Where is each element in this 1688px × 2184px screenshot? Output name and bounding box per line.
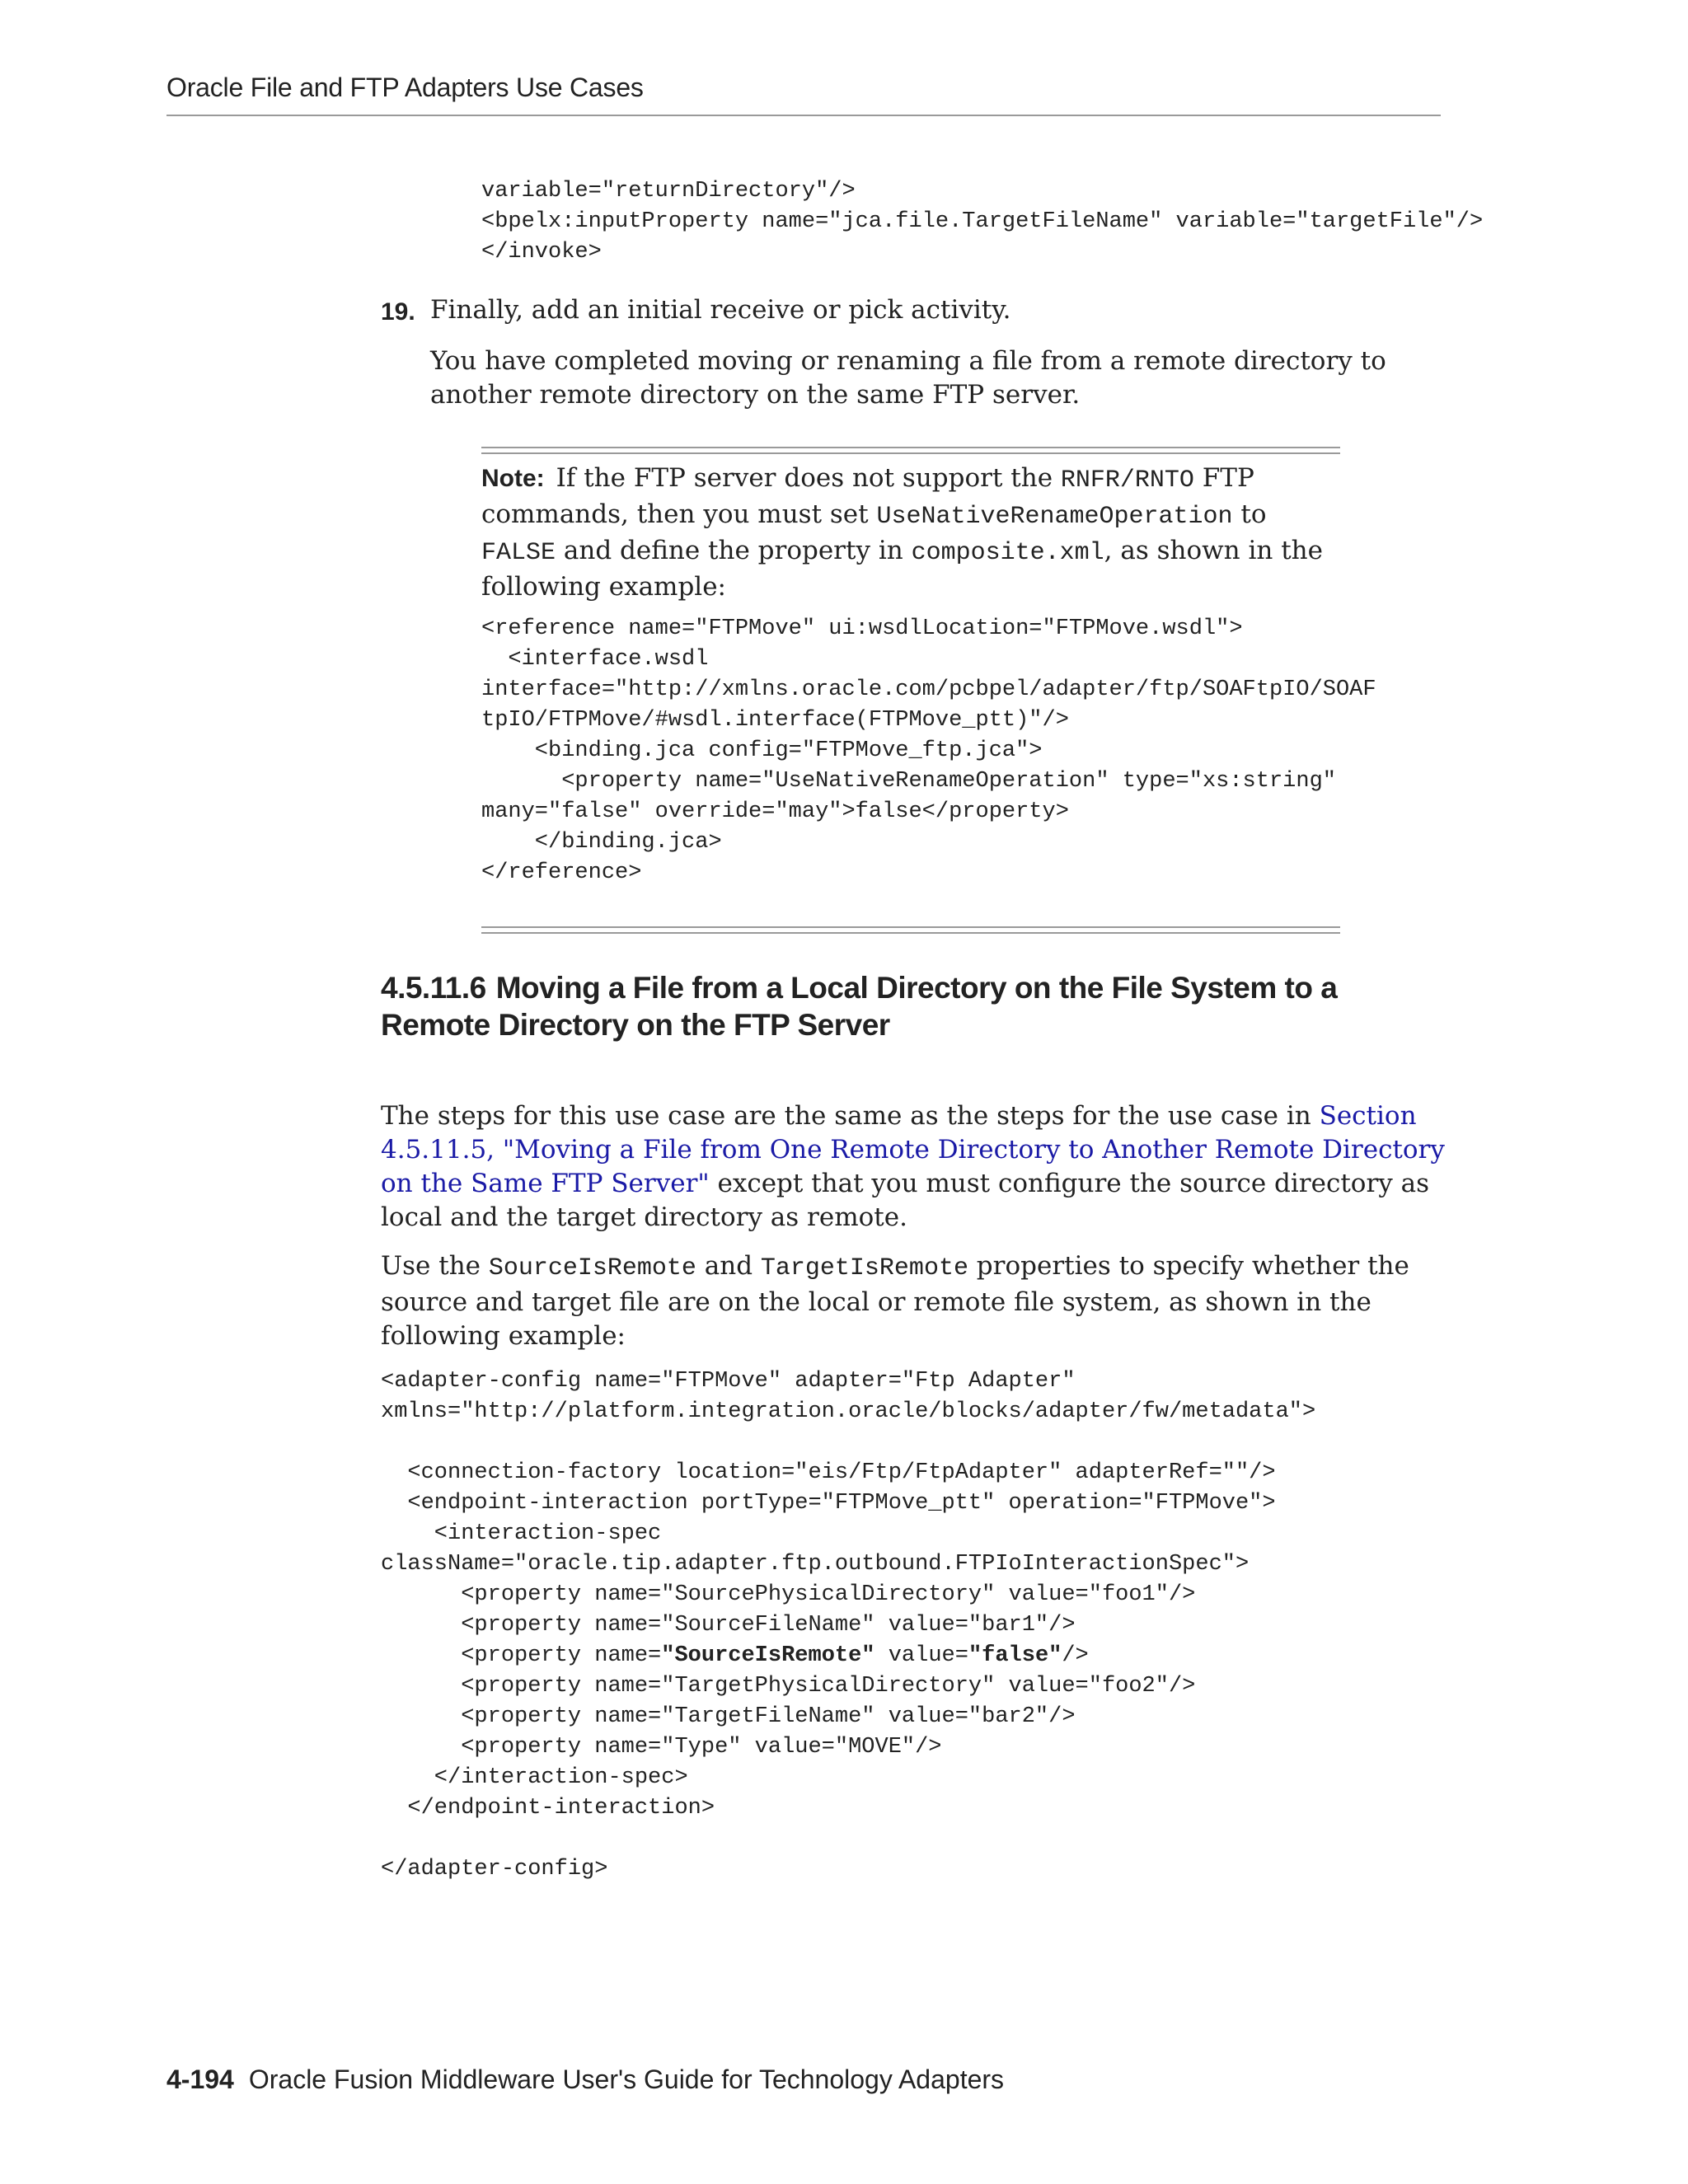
code-continuation-block [481,176,1483,268]
code-line: <interaction-spec [381,1521,662,1546]
note-text: Note: If the FTP server does not support the RNFR/RNTO FTP commands, then you must set UseNativeRenameOperation to FALSE and define the property in composite.xml, as shown in the following example: [481,463,1323,602]
code-line: many="false" override="may">false</property> [481,799,1069,824]
page-number: 4-194 [166,2064,234,2094]
code-line: </invoke> [481,240,602,265]
code-line: className="oracle.tip.adapter.ftp.outbound.FTPIoInteractionSpec"> [381,1552,1250,1577]
body-paragraph: Use the SourceIsRemote and TargetIsRemote properties to specify whether the source and target file are on the local or remote file system, as shown in the following example: [381,1251,1409,1351]
code-line: <connection-factory location="eis/Ftp/FtpAdapter" adapterRef=""/> [381,1460,1276,1485]
inline-code: composite.xml [911,539,1104,567]
code-line: <adapter-config name="FTPMove" adapter="Ftp Adapter" [381,1369,1076,1394]
section-link[interactable]: Section 4.5.11.5, "Moving a File from One Remote Directory to Another Remote Directory on the Same FTP Server" [381,1101,1445,1198]
inline-code: UseNativeRenameOperation [876,503,1233,531]
code-line: </reference> [481,860,642,885]
inline-code: RNFR/RNTO [1060,466,1194,494]
running-header: Oracle File and FTP Adapters Use Cases [166,73,644,102]
note-rule-top [481,447,1340,454]
code-line: </adapter-config> [381,1857,608,1882]
body-paragraph: The steps for this use case are the same as the steps for the use case in Section 4.5.11.5, "Moving a File from One Remote Directory to Another Remote Directory on the Same FTP Server" except that you must configure the source directory as local and the target directory as remote. [381,1101,1445,1232]
section-title: Moving a File from a Local Directory on the File System to a Remote Directory on the FTP Server [381,971,1338,1042]
step-number: 19. [381,298,415,326]
code-line: <property name="UseNativeRenameOperation" type="xs:string" [481,769,1336,794]
note-rule-bottom [481,926,1340,934]
code-line: tpIO/FTPMove/#wsdl.interface(FTPMove_ptt)"/> [481,708,1069,733]
adapter-config-code-block [381,1366,1315,1885]
code-line: <property name="Type" value="MOVE"/> [381,1735,942,1760]
section-number: 4.5.11.6 [381,971,486,1005]
note-code-block [481,614,1376,888]
code-line: <property name="SourceIsRemote" value="false"/> [381,1643,1089,1668]
code-line: interface="http://xmlns.oracle.com/pcbpel/adapter/ftp/SOAFtpIO/SOAF [481,677,1376,702]
page-footer [166,2064,1004,2095]
code-line: <property name="SourceFileName" value="bar1"/> [381,1613,1076,1638]
code-line: <property name="SourcePhysicalDirectory" value="foo1"/> [381,1582,1196,1607]
step-text: Finally, add an initial receive or pick activity. [430,295,1011,325]
bold-code: "false" [968,1643,1062,1668]
code-line: </interaction-spec> [381,1765,688,1790]
code-line: variable="returnDirectory"/> [481,179,856,204]
code-line: <interface.wsdl [481,647,709,672]
section-heading [381,969,1452,1043]
bold-code: "SourceIsRemote" [661,1643,875,1668]
note-label: Note: [481,465,545,492]
code-line: </endpoint-interaction> [381,1796,715,1821]
step-19-paragraph: You have completed moving or renaming a file from a remote directory to another remote directory on the same FTP server. [430,346,1386,410]
code-line: <bpelx:inputProperty name="jca.file.TargetFileName" variable="targetFile"/> [481,209,1484,234]
inline-code: TargetIsRemote [760,1254,968,1282]
book-title: Oracle Fusion Middleware User's Guide for Technology Adapters [248,2064,1005,2094]
inline-code: FALSE [481,539,556,567]
code-line: </binding.jca> [481,830,722,855]
code-line: <reference name="FTPMove" ui:wsdlLocation="FTPMove.wsdl"> [481,616,1243,641]
code-line: <binding.jca config="FTPMove_ftp.jca"> [481,738,1043,763]
inline-code: SourceIsRemote [488,1254,696,1282]
code-line: <property name="TargetFileName" value="bar2"/> [381,1704,1076,1729]
code-line: <property name="TargetPhysicalDirectory" value="foo2"/> [381,1674,1196,1699]
code-line: xmlns="http://platform.integration.oracle/blocks/adapter/fw/metadata"> [381,1399,1316,1424]
header-rule [166,115,1441,116]
code-line: <endpoint-interaction portType="FTPMove_ptt" operation="FTPMove"> [381,1491,1276,1516]
